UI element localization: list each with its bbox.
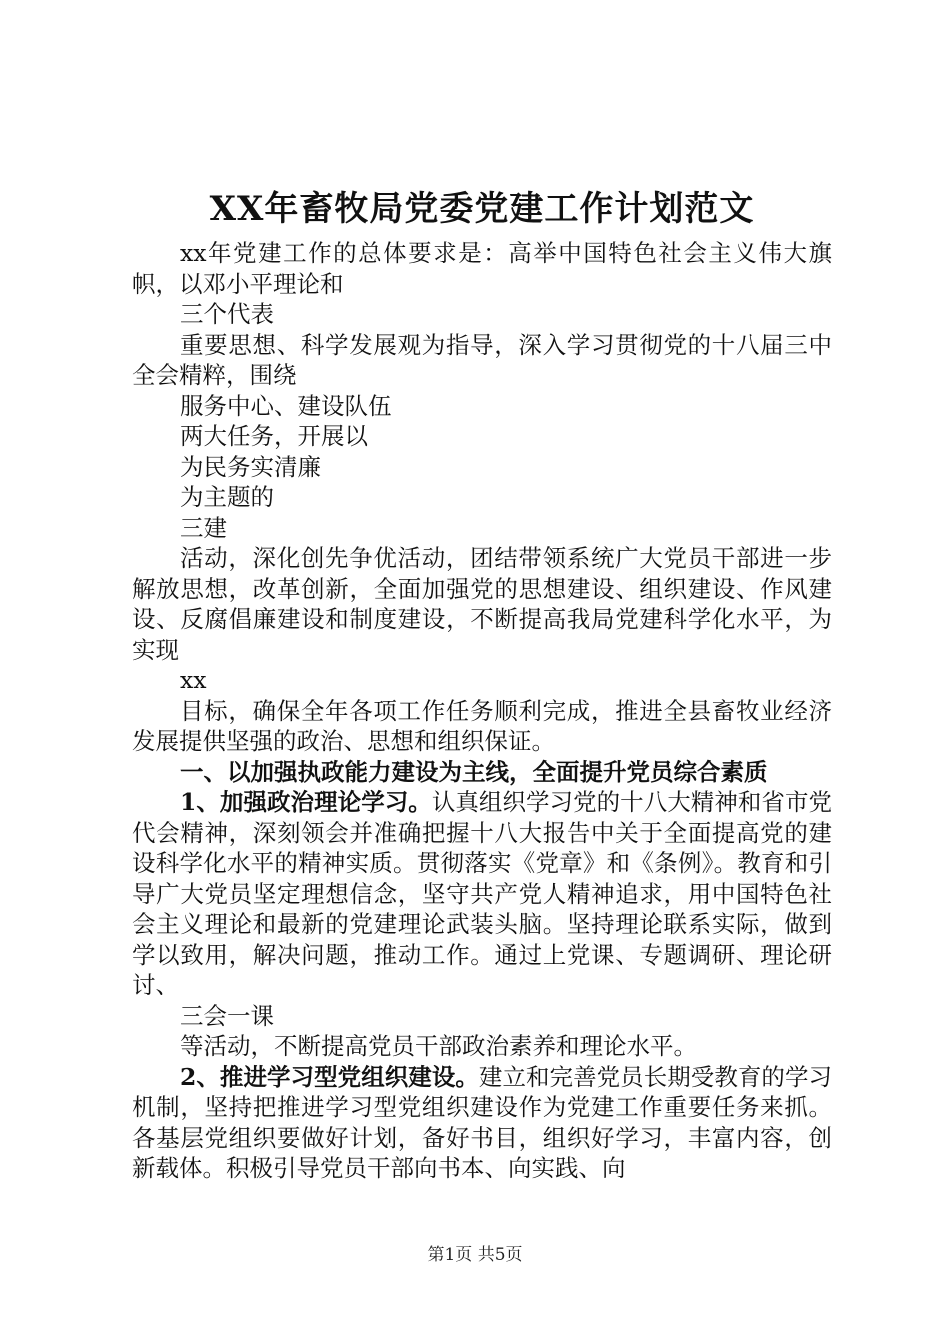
document-page	[132, 180, 832, 1184]
item-text: 认真组织学习党的十八大精神和省市党代会精神，深刻领会并准确把握十八大报告中关于全面提高党的建设科学化水平的精神实质。贯彻落实《党章》和《条例》。教育和引导广大党员坚定理想信念，坚守共产党人精神追求，用中国特色社会主义理论和最新的党建理论武装头脑。坚持理论联系实际，做到学以致用，解决问题，推动工作。通过上党课、专题调研、理论研讨、	[132, 788, 833, 999]
paragraph: 服务中心、建设队伍	[180, 391, 392, 420]
paragraph: 三建	[180, 513, 227, 542]
section-heading: 一、以加强执政能力建设为主线，全面提升党员综合素质	[180, 757, 768, 786]
page-footer: 第1页 共5页	[427, 1245, 523, 1265]
paragraph: 目标，确保全年各项工作任务顺利完成，推进全县畜牧业经济发展提供坚强的政治、思想和组织保证。	[132, 696, 832, 755]
document-title: XX年畜牧局党委党建工作计划范文	[209, 189, 755, 229]
document-body	[132, 238, 832, 1184]
item-text: 建立和完善党员长期受教育的学习机制，坚持把推进学习型党组织建设作为党建工作重要任务来抓。各基层党组织要做好计划，备好书目，组织好学习，丰富内容，创新载体。积极引导党员干部向书本、向实践、向	[132, 1062, 832, 1182]
item-lead: 1、加强政治理论学习。	[180, 788, 432, 816]
paragraph: xx	[180, 666, 207, 694]
paragraph: 等活动，不断提高党员干部政治素养和理论水平。	[180, 1032, 697, 1060]
paragraph: 活动，深化创先争优活动，团结带领系统广大党员干部进一步解放思想，改革创新，全面加强党的思想建设、组织建设、作风建设、反腐倡廉建设和制度建设，不断提高我局党建科学化水平，为实现	[132, 544, 832, 664]
numbered-item	[132, 1062, 832, 1184]
paragraph: xx年党建工作的总体要求是：高举中国特色社会主义伟大旗帜，以邓小平理论和	[132, 239, 832, 298]
item-lead: 2、推进学习型党组织建设。	[180, 1062, 479, 1091]
paragraph: 三会一课	[180, 1001, 274, 1030]
paragraph: 两大任务，开展以	[180, 422, 368, 450]
paragraph: 为民务实清廉	[180, 452, 321, 481]
paragraph: 三个代表	[180, 300, 274, 328]
numbered-item	[132, 787, 832, 1001]
paragraph: 重要思想、科学发展观为指导，深入学习贯彻党的十八届三中全会精粹，围绕	[132, 330, 832, 389]
paragraph: 为主题的	[180, 483, 274, 511]
